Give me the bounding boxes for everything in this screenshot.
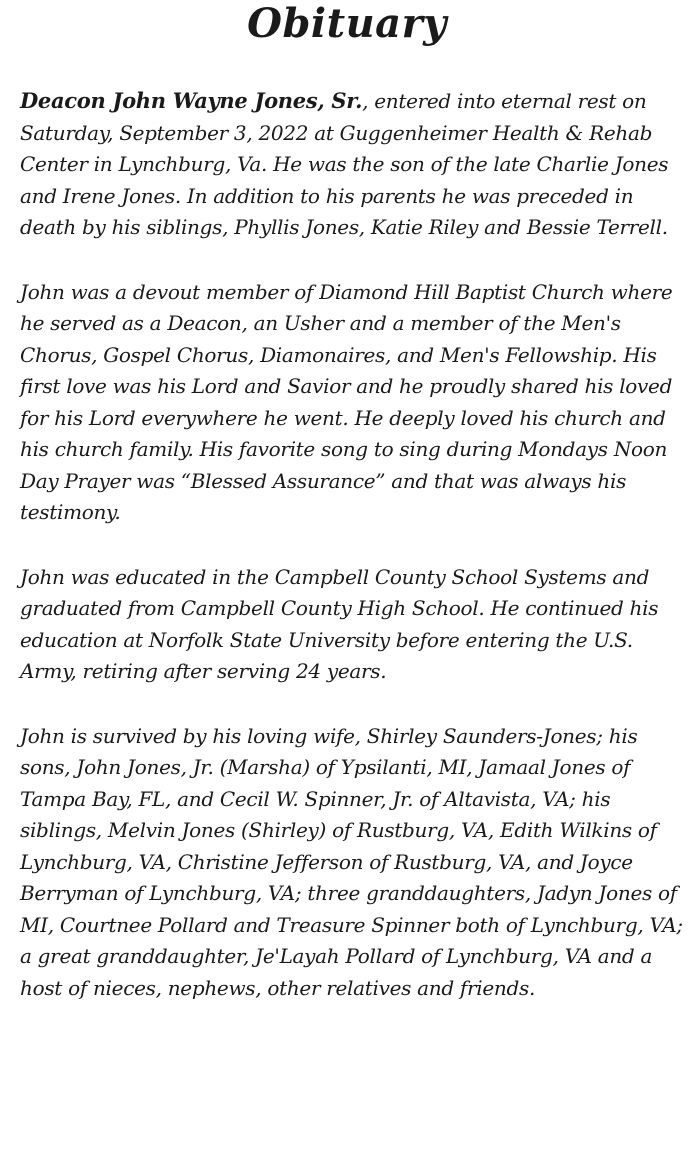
deceased-name: Deacon John Wayne Jones, Sr. (20, 88, 363, 113)
paragraph-education: John was educated in the Campbell County School Systems and graduated from Campbell County High School. He continued his education at Norfolk State University before entering the U.S. Army, retiring after serving 24 years. (20, 564, 659, 683)
paragraph-church: John was a devout member of Diamond Hill Baptist Church where he served as a Deacon, an Usher and a member of the Men's Chorus, Gospel Chorus, Diamonaires, and Men's Fellowship. His first love was his Lord and Savior and he proudly shared his loved for his Lord everywhere he went. He deeply loved his church and his church family. His favorite song to sing during Mondays Noon Day Prayer was “Blessed Assurance” and that was always his testimony. (20, 279, 673, 524)
paragraph-intro (20, 85, 684, 244)
page-title: Obituary (247, 0, 447, 47)
paragraph-survivors: John is survived by his loving wife, Shirley Saunders-Jones; his sons, John Jones, Jr. (Marsha) of Ypsilanti, MI, Jamaal Jones of Tampa Bay, FL, and Cecil W. Spinner, Jr. of Altavista, VA; his siblings, Melvin Jones (Shirley) of Rustburg, VA, Edith Wilkins of Lynchburg, VA, Christine Jefferson of Rustburg, VA, and Joyce Berryman of Lynchburg, VA; three granddaughters, Jadyn Jones of MI, Courtnee Pollard and Treasure Spinner both of Lynchburg, VA; a great granddaughter, Je'Layah Pollard of Lynchburg, VA and a host of nieces, nephews, other relatives and friends. (20, 723, 683, 1000)
obituary-body (20, 85, 684, 1004)
intro-text: , entered into eternal rest on Saturday, September 3, 2022 at Guggenheimer Health & Rehab Center in Lynchburg, Va. He was the son of the late Charlie Jones and Irene Jones. In addition to his parents he was preceded in death by his siblings, Phyllis Jones, Katie Riley and Bessie Terrell. (20, 89, 669, 239)
